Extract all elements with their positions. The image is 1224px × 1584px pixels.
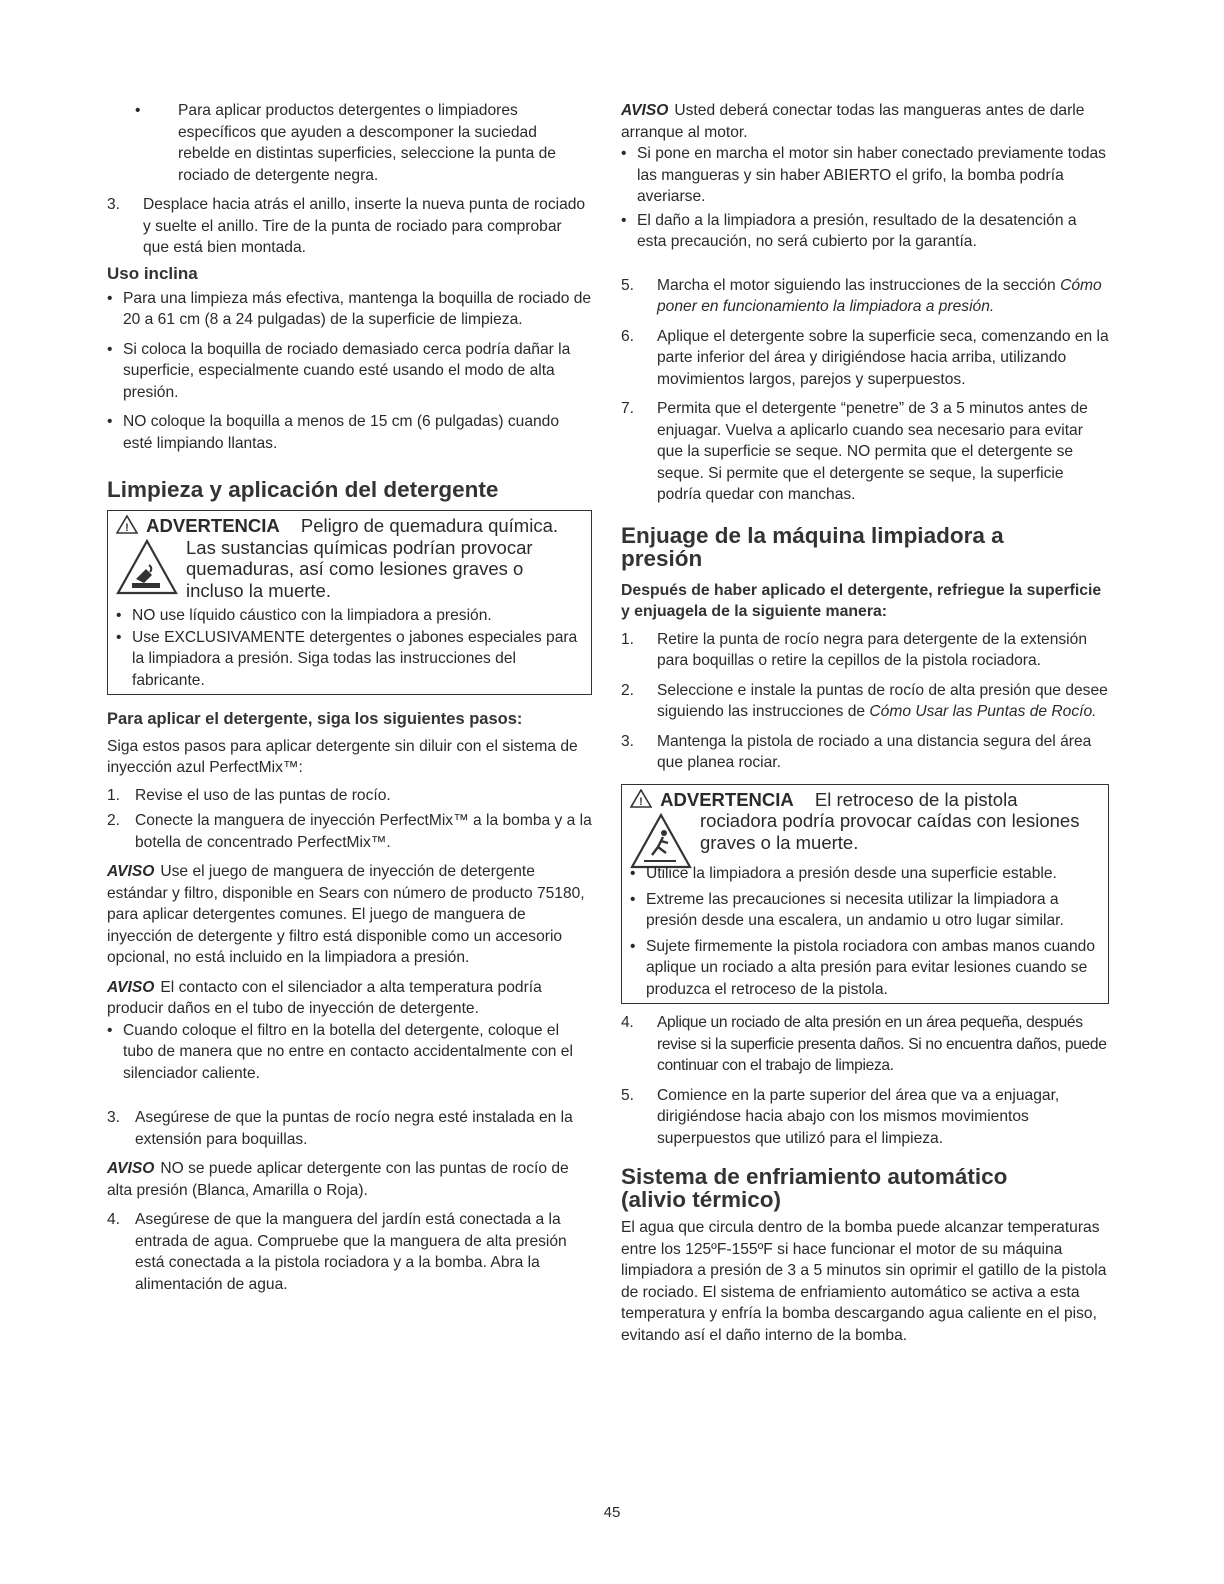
list-item: 4. Aplique un rociado de alta presión en un área pequeña, después revise si la superficie presenta daños. Si no encuentra daños, puede continuar con el trabajo de limpieza. bbox=[621, 1014, 1107, 1074]
list-item: • NO coloque la boquilla a menos de 15 cm (6 pulgadas) cuando esté limpiando llantas. bbox=[107, 413, 560, 452]
enjuage-subheading: Después de haber aplicado el detergente, refriegue la superficie y enjuagela de la siguiente manera: bbox=[621, 581, 1102, 620]
list-item: 5. Marcha el motor siguiendo las instrucciones de la sección Cómo poner en funcionamiento la limpiadora a presión. bbox=[621, 276, 1102, 315]
fall-hazard-icon bbox=[630, 813, 692, 869]
list-item: • NO use líquido cáustico con la limpiadora a presión. bbox=[116, 605, 583, 627]
list-item: • Cuando coloque el filtro en la botella del detergente, coloque el tubo de manera que no entre en contacto accidentalmente con el silenciador caliente. bbox=[107, 1021, 573, 1082]
aviso-paragraph: AVISO Use el juego de manguera de inyección de detergente estándar y filtro, disponible en Sears con número de producto 75180, para aplicar detergentes comunes. El juego de manguera de inyección de detergente y filtro está disponible como un accesorio opcional, no está incluido en la limpiadora a presión. bbox=[107, 863, 585, 966]
list-item: 6. Aplique el detergente sobre la superficie seca, comenzando en la parte inferior del área y dirigiéndose hacia arriba, utilizando movimientos largos, parejos y superpuestos. bbox=[621, 327, 1109, 388]
section-heading-sistema: Sistema de enfriamiento automático (alivio térmico) bbox=[621, 1164, 1008, 1212]
aviso-paragraph: AVISO El contacto con el silenciador a alta temperatura podría producir daños en el tubo de inyección de detergente. bbox=[107, 978, 542, 1017]
bullet-icon: • bbox=[630, 890, 636, 908]
aviso-paragraph: AVISO NO se puede aplicar detergente con las puntas de rocío de alta presión (Blanca, Amarilla o Roja). bbox=[107, 1160, 569, 1199]
warning-box-kickback: ! ADVERTENCIA El retroceso de la pistola rociadora podría provocar caídas con lesiones graves o la muerte. • Utilice la limpiadora a presión desde una superficie estable. • Extreme las precauciones si necesita utilizar la limpiadora a presión desde una escalera, un andamio u otro lugar similar. • Sujete firmemente la pistola rociadora con ambas manos cuando aplique un rociado a alta presión para evitar lesiones cuando se produzca el retroceso de la pistola. bbox=[621, 784, 1109, 1005]
list-item: • Utilice la limpiadora a presión desde una superficie estable. bbox=[630, 863, 1100, 885]
list-item: • El daño a la limpiadora a presión, resultado de la desatención a esta precaución, no será cubierto por la garantía. bbox=[621, 211, 1077, 250]
list-item: • Para aplicar productos detergentes o limpiadores específicos que ayuden a descomponer la suciedad rebelde en distintas superficies, seleccione la punta de rociado de detergente negra. bbox=[135, 102, 556, 184]
section-heading-uso-inclina: Uso inclina bbox=[107, 263, 198, 283]
section-heading-enjuage: Enjuage de la máquina limpiadora a presión bbox=[621, 522, 1004, 571]
steps-heading: Para aplicar el detergente, siga los siguientes pasos: bbox=[107, 710, 523, 728]
list-item: • Sujete firmemente la pistola rociadora con ambas manos cuando aplique un rociado a alta presión para evitar lesiones cuando se produzca el retroceso de la pistola. bbox=[630, 937, 1095, 998]
bullet-icon: • bbox=[107, 413, 113, 430]
bullet-icon: • bbox=[107, 289, 113, 307]
list-item: 2. Seleccione e instale la puntas de rocío de alta presión que desee siguiendo las instrucciones de Cómo Usar las Puntas de Rocío. bbox=[621, 681, 1108, 720]
list-item: 4. Asegúrese de que la manguera del jardín está conectada a la entrada de agua. Compruebe que la manguera de alta presión está conectada a la pistola rociadora y a la bomba. Abra la alimentación de agua. bbox=[107, 1211, 567, 1293]
list-item: 2. Conecte la manguera de inyección PerfectMix™ a la bomba y a la botella de concentrado PerfectMix™. bbox=[107, 812, 592, 851]
page-number: 45 bbox=[603, 1504, 621, 1521]
aviso-paragraph: AVISO Usted deberá conectar todas las mangueras antes de darle arranque al motor. bbox=[621, 102, 1085, 141]
list-item: • Para una limpieza más efectiva, mantenga la boquilla de rociado de 20 a 61 cm (8 a 24 pulgadas) de la superficie de limpieza. bbox=[107, 289, 592, 328]
list-item: • Use EXCLUSIVAMENTE detergentes o jabones especiales para la limpiadora a presión. Siga todas las instrucciones del fabricante. bbox=[116, 628, 578, 689]
list-item: 1. Revise el uso de las puntas de rocío. bbox=[107, 786, 391, 804]
bullet-icon: • bbox=[116, 607, 122, 624]
right-column bbox=[621, 100, 1109, 1346]
bullet-icon: • bbox=[621, 145, 627, 162]
list-item: 3. Mantenga la pistola de rociado a una distancia segura del área que planea rociar. bbox=[621, 732, 1092, 771]
steps-intro: Siga estos pasos para aplicar detergente sin diluir con el sistema de inyección azul PerfectMix™: bbox=[107, 737, 578, 776]
left-column bbox=[107, 100, 592, 1295]
bullet-icon: • bbox=[107, 340, 113, 358]
list-item: 1. Retire la punta de rocío negra para detergente de la extensión para boquillas o retire la cepillos de la pistola rociadora. bbox=[621, 630, 1087, 669]
warning-triangle-icon bbox=[630, 789, 652, 808]
bullet-icon: • bbox=[621, 211, 627, 229]
warning-header: ! ADVERTENCIA Peligro de quemadura química. bbox=[116, 515, 583, 537]
list-item: 7. Permita que el detergente “penetre” de 3 a 5 minutos antes de enjuagar. Vuelva a aplicarlo cuando sea necesario para evitar que la superficie se seque. NO permita que el detergente se seque. Si permite que el detergente se seque, la superficie podría quedar con manchas. bbox=[621, 400, 1088, 503]
list-item: • Si coloca la boquilla de rociado demasiado cerca podría dañar la superficie, especialmente cuando esté usando el modo de alta presión. bbox=[107, 340, 571, 401]
section-heading-limpieza: Limpieza y aplicación del detergente bbox=[107, 477, 499, 502]
list-item: • Si pone en marcha el motor sin haber conectado previamente todas las mangueras y sin haber ABIERTO el grifo, la bomba podría averiarse. bbox=[621, 145, 1106, 205]
chemical-burn-hazard-icon bbox=[116, 539, 178, 595]
sistema-paragraph: El agua que circula dentro de la bomba puede alcanzar temperaturas entre los 125ºF-155ºF si hace funcionar el motor de su máquina limpiadora a presión de 3 a 5 minutos sin oprimir el gatillo de la pistola de rociado. El sistema de enfriamiento automático se activa a esta temperatura y enfría la bomba descargando agua caliente en el piso, evitando así el daño interno de la bomba. bbox=[621, 1219, 1107, 1344]
svg-text:!: ! bbox=[125, 522, 129, 534]
list-item: 5. Comience en la parte superior del área que va a enjuagar, dirigiéndose hacia abajo con los mismos movimientos superpuestos que utilizó para el limpieza. bbox=[621, 1086, 1060, 1147]
bullet-icon: • bbox=[630, 865, 636, 882]
list-item: • Extreme las precauciones si necesita utilizar la limpiadora a presión desde una escalera, un andamio u otro lugar similar. bbox=[630, 890, 1064, 929]
warning-triangle-icon bbox=[116, 515, 138, 534]
bullet-icon: • bbox=[107, 1021, 113, 1039]
svg-text:!: ! bbox=[639, 795, 643, 808]
bullet-icon: • bbox=[135, 102, 141, 119]
list-item: 3. Desplace hacia atrás el anillo, inserte la nueva punta de rociado y suelte el anillo. Tire de la punta de rociado para comprobar que está bien montada. bbox=[107, 196, 586, 256]
warning-header: ! ADVERTENCIA El retroceso de la pistola bbox=[630, 789, 1100, 811]
list-item: 3. Asegúrese de que la puntas de rocío negra esté instalada en la extensión para boquillas. bbox=[107, 1109, 573, 1148]
warning-box-chemical: ! ADVERTENCIA Peligro de quemadura química. Las sustancias químicas podrían provocar quemaduras, así como lesiones graves o incluso la muerte. • NO use líquido cáustico con la limpiadora a presión. • Use EXCLUSIVAMENTE detergentes o jabones especiales para la limpiadora a presión. Siga todas las instrucciones del fabricante. bbox=[107, 510, 592, 695]
bullet-icon: • bbox=[630, 937, 636, 955]
bullet-icon: • bbox=[116, 628, 122, 646]
